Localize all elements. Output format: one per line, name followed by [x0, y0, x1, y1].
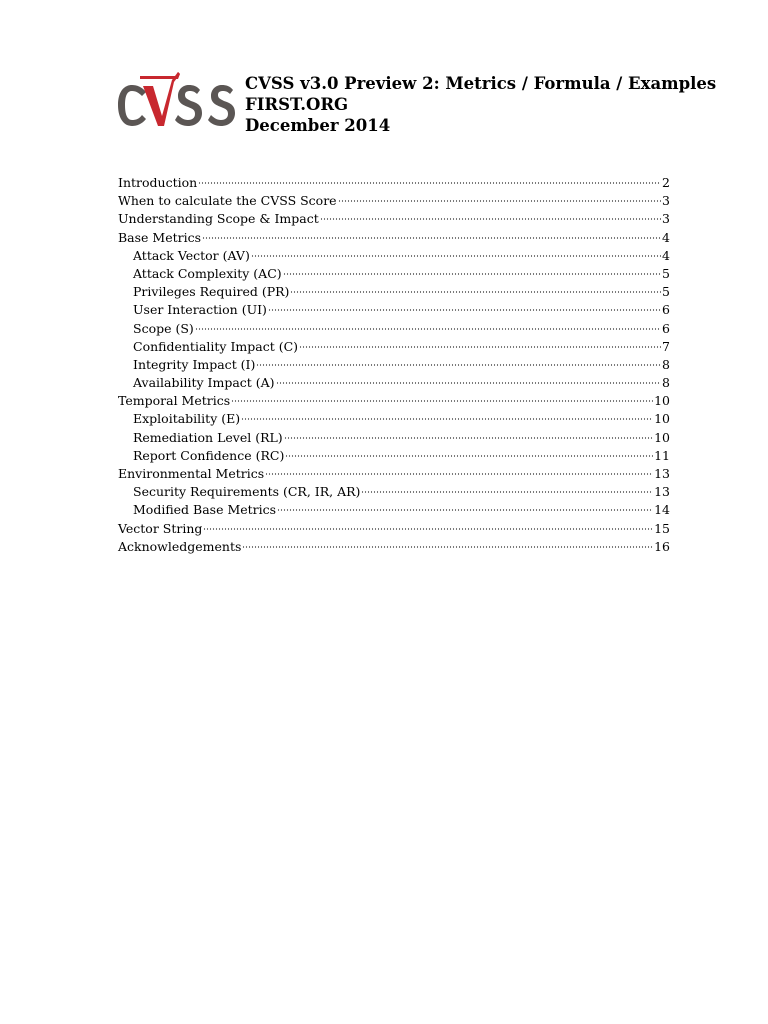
- toc-entry[interactable]: [118, 192, 670, 210]
- organization-name: FIRST.ORG: [245, 95, 349, 114]
- cvss-logo: [116, 70, 238, 138]
- toc-entry-page-number: 4: [662, 229, 670, 245]
- toc-entry-label: Attack Complexity (AC): [133, 265, 282, 281]
- toc-entry-page-number: 13: [654, 466, 670, 481]
- toc-entry-label: Acknowledgements: [118, 538, 242, 554]
- toc-entry[interactable]: [118, 338, 670, 356]
- toc-dot-leader: [256, 364, 661, 366]
- toc-dot-leader: [290, 291, 661, 293]
- toc-entry-label: Integrity Impact (I): [133, 356, 256, 372]
- toc-entry-label: Modified Base Metrics: [133, 502, 277, 518]
- toc-entry-label: Understanding Scope & Impact: [118, 211, 319, 227]
- toc-entry-label: Scope (S): [133, 320, 194, 336]
- toc-dot-leader: [276, 382, 661, 384]
- toc-dot-leader: [284, 437, 653, 439]
- toc-entry-page-number: 13: [654, 484, 670, 500]
- toc-entry-label: Remediation Level (RL): [133, 429, 283, 445]
- toc-dot-leader: [277, 509, 653, 511]
- document-date: December 2014: [245, 116, 391, 135]
- toc-entry[interactable]: [118, 374, 670, 392]
- logo-letter-c: [118, 85, 146, 126]
- toc-dot-leader: [320, 218, 661, 220]
- toc-dot-leader: [285, 455, 653, 457]
- logo-letter-v: [143, 72, 180, 126]
- toc-dot-leader: [265, 473, 653, 475]
- toc-entry[interactable]: [118, 429, 670, 447]
- toc-entry-label: Exploitability (E): [133, 411, 241, 427]
- toc-entry-label: Confidentiality Impact (C): [133, 338, 299, 354]
- toc-entry[interactable]: [118, 447, 670, 465]
- toc-entry-page-number: 6: [662, 320, 670, 336]
- logo-letter-s1: [175, 85, 202, 126]
- toc-entry-label: Security Requirements (CR, IR, AR): [133, 484, 361, 500]
- toc-entry[interactable]: [118, 410, 670, 428]
- toc-entry[interactable]: [118, 465, 670, 483]
- logo-check-mark: [140, 72, 180, 79]
- toc-dot-leader: [299, 346, 661, 348]
- toc-entry[interactable]: [118, 247, 670, 265]
- toc-entry[interactable]: [118, 320, 670, 338]
- toc-entry-label: Temporal Metrics: [118, 393, 231, 409]
- toc-entry[interactable]: [118, 283, 670, 301]
- toc-entry-label: When to calculate the CVSS Score: [118, 193, 337, 209]
- toc-entry[interactable]: [118, 265, 670, 283]
- toc-entry-label: Introduction: [118, 175, 198, 190]
- toc-dot-leader: [202, 237, 661, 239]
- toc-entry-page-number: 4: [662, 247, 670, 263]
- toc-entry-page-number: 3: [662, 193, 670, 209]
- toc-entry-label: User Interaction (UI): [133, 302, 267, 318]
- toc-entry[interactable]: [118, 229, 670, 247]
- toc-entry-page-number: 10: [654, 393, 670, 409]
- toc-entry-page-number: 16: [654, 538, 670, 554]
- toc-dot-leader: [242, 546, 653, 548]
- toc-entry-label: Attack Vector (AV): [133, 247, 250, 263]
- toc-dot-leader: [251, 255, 661, 257]
- toc-entry-label: Privileges Required (PR): [133, 284, 290, 300]
- toc-entry-page-number: 5: [662, 284, 670, 300]
- toc-dot-leader: [361, 491, 653, 493]
- toc-entry-page-number: 8: [662, 375, 670, 391]
- toc-entry[interactable]: [118, 210, 670, 228]
- toc-dot-leader: [231, 400, 653, 402]
- table-of-contents: [118, 174, 670, 556]
- toc-entry-page-number: 7: [662, 338, 670, 354]
- toc-entry-label: Environmental Metrics: [118, 466, 265, 481]
- toc-entry[interactable]: [118, 483, 670, 501]
- document-title: CVSS v3.0 Preview 2: Metrics / Formula / Examples: [245, 74, 717, 93]
- toc-dot-leader: [268, 309, 661, 311]
- document-header: [245, 73, 716, 136]
- toc-dot-leader: [198, 182, 661, 184]
- toc-entry-page-number: 6: [662, 302, 670, 318]
- toc-entry[interactable]: [118, 392, 670, 410]
- logo-letter-s2: [208, 85, 235, 126]
- toc-entry-page-number: 10: [654, 429, 670, 445]
- toc-entry-label: Report Confidence (RC): [133, 447, 285, 463]
- toc-entry[interactable]: [118, 501, 670, 519]
- toc-dot-leader: [203, 528, 653, 530]
- toc-dot-leader: [195, 328, 661, 330]
- toc-entry-page-number: 14: [654, 502, 670, 518]
- toc-entry[interactable]: [118, 174, 670, 192]
- toc-entry-page-number: 15: [654, 520, 670, 536]
- toc-entry[interactable]: [118, 301, 670, 319]
- toc-entry-label: Base Metrics: [118, 229, 202, 245]
- toc-entry[interactable]: [118, 356, 670, 374]
- toc-dot-leader: [338, 200, 661, 202]
- toc-entry[interactable]: [118, 520, 670, 538]
- toc-entry-page-number: 8: [662, 356, 670, 372]
- toc-entry-page-number: 2: [662, 175, 670, 190]
- toc-entry-page-number: 3: [662, 211, 670, 227]
- toc-dot-leader: [241, 418, 653, 420]
- toc-entry-label: Availability Impact (A): [133, 375, 275, 391]
- toc-entry-page-number: 10: [654, 411, 670, 427]
- toc-entry-page-number: 5: [662, 265, 670, 281]
- toc-dot-leader: [283, 273, 661, 275]
- toc-entry[interactable]: [118, 538, 670, 556]
- toc-entry-page-number: 11: [654, 447, 670, 463]
- toc-entry-label: Vector String: [118, 520, 203, 536]
